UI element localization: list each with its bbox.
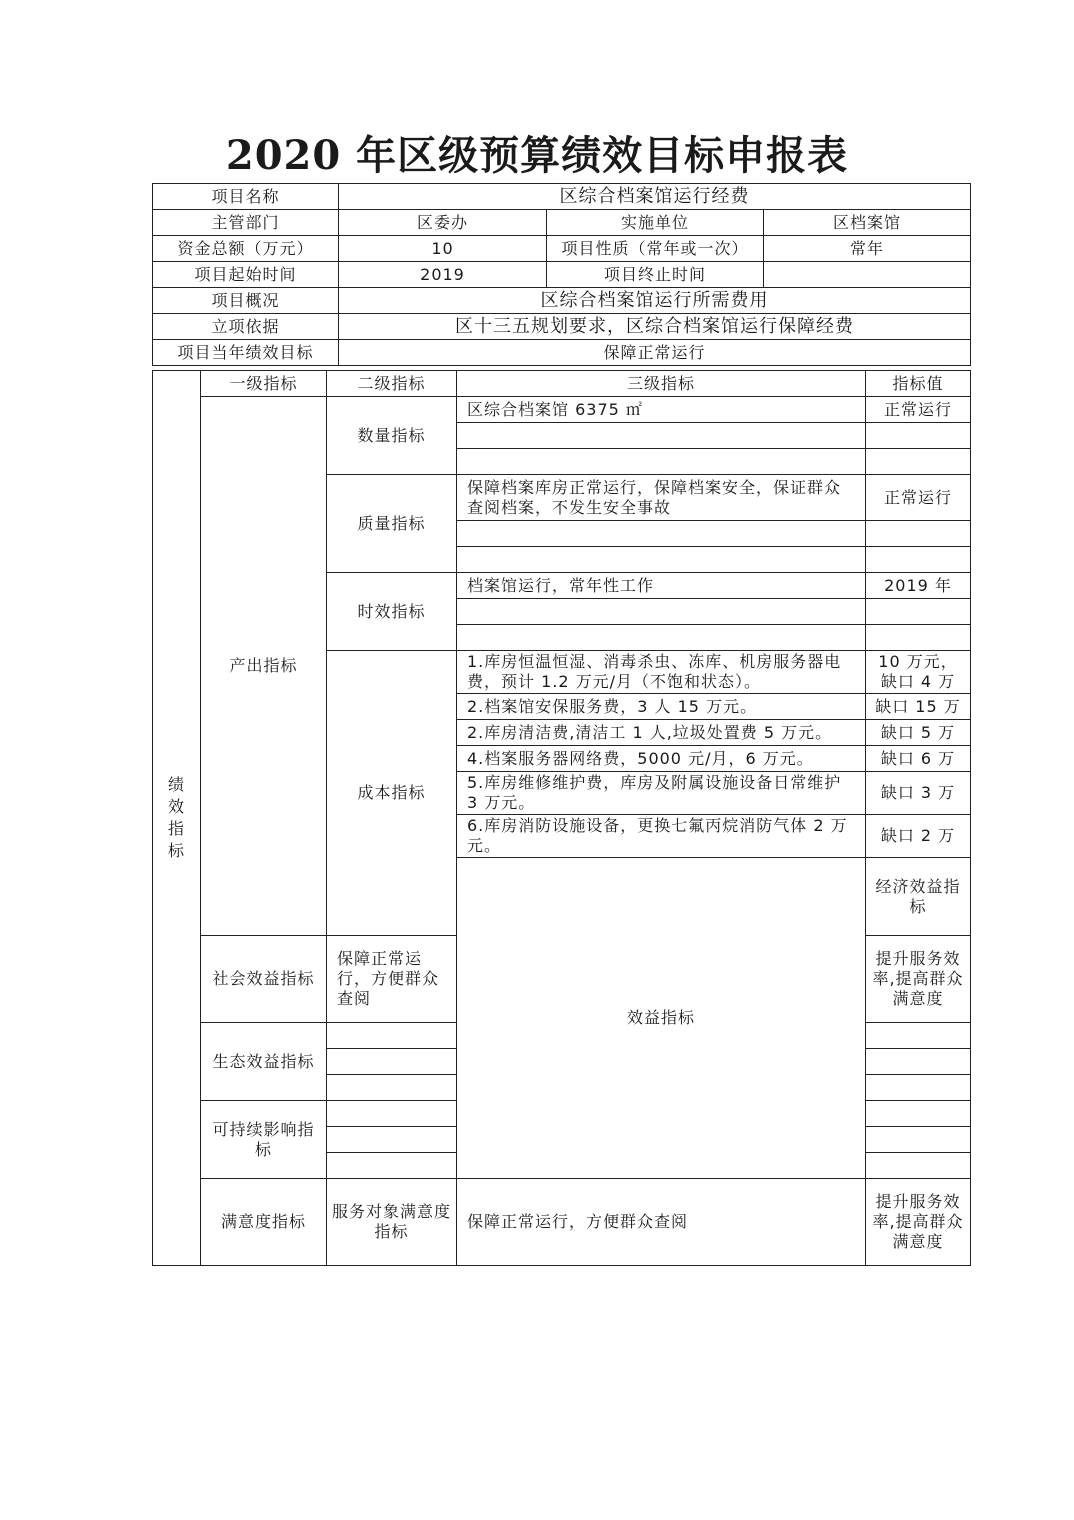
quality-label: 质量指标 <box>327 475 457 573</box>
sustainable-text-3 <box>327 1153 457 1179</box>
nature-label: 项目性质（常年或一次） <box>547 236 764 262</box>
quantity-label: 数量指标 <box>327 397 457 475</box>
ecological-text-2 <box>327 1049 457 1075</box>
goal-value: 保障正常运行 <box>339 340 971 366</box>
timeliness-text-3 <box>457 625 866 651</box>
service-satisfaction-label: 服务对象满意度指标 <box>327 1179 457 1266</box>
header-level3: 三级指标 <box>457 371 866 397</box>
benefit-label: 效益指标 <box>457 858 866 1179</box>
basis-label: 立项依据 <box>153 314 339 340</box>
timeliness-value-2 <box>866 599 971 625</box>
sustainable-value-3 <box>866 1153 971 1179</box>
timeliness-text-1: 档案馆运行，常年性工作 <box>457 573 866 599</box>
basic-info-table <box>152 183 971 366</box>
timeliness-value-1: 2019 年 <box>866 573 971 599</box>
sustainable-text-2 <box>327 1127 457 1153</box>
social-value-1: 提升服务效率,提高群众满意度 <box>866 936 971 1023</box>
quality-text-3 <box>457 547 866 573</box>
impl-label: 实施单位 <box>547 210 764 236</box>
satisfaction-label: 满意度指标 <box>201 1179 327 1266</box>
header-value: 指标值 <box>866 371 971 397</box>
quantity-text-1: 区综合档案馆 6375 ㎡ <box>457 397 866 423</box>
sustainable-value-2 <box>866 1127 971 1153</box>
output-label: 产出指标 <box>201 397 327 936</box>
timeliness-value-3 <box>866 625 971 651</box>
ecological-text-1 <box>327 1023 457 1049</box>
ecological-label: 生态效益指标 <box>201 1023 327 1101</box>
quality-value-1: 正常运行 <box>866 475 971 521</box>
perf-indicator-label: 绩效指标 <box>167 775 185 860</box>
overview-label: 项目概况 <box>153 288 339 314</box>
quantity-text-3 <box>457 449 866 475</box>
quantity-value-3 <box>866 449 971 475</box>
start-label: 项目起始时间 <box>153 262 339 288</box>
ecological-value-2 <box>866 1049 971 1075</box>
project-name-label: 项目名称 <box>153 184 339 210</box>
fund-label: 资金总额（万元） <box>153 236 339 262</box>
timeliness-text-2 <box>457 599 866 625</box>
basis-value: 区十三五规划要求，区综合档案馆运行保障经费 <box>339 314 971 340</box>
service-text-1: 保障正常运行，方便群众查阅 <box>457 1179 866 1266</box>
cost-text-3: 2.库房清洁费,清洁工 1 人,垃圾处置费 5 万元。 <box>457 720 866 746</box>
cost-value-2: 缺口 15 万 <box>866 694 971 720</box>
timeliness-label: 时效指标 <box>327 573 457 651</box>
goal-label: 项目当年绩效目标 <box>153 340 339 366</box>
ecological-value-3 <box>866 1075 971 1101</box>
dept-label: 主管部门 <box>153 210 339 236</box>
cost-value-3: 缺口 5 万 <box>866 720 971 746</box>
sustainable-text-1 <box>327 1101 457 1127</box>
nature-value: 常年 <box>764 236 971 262</box>
header-level1: 一级指标 <box>201 371 327 397</box>
quantity-value-1: 正常运行 <box>866 397 971 423</box>
service-value-1: 提升服务效率,提高群众满意度 <box>866 1179 971 1266</box>
cost-text-6: 6.库房消防设施设备，更换七氟丙烷消防气体 2 万元。 <box>457 815 866 858</box>
quality-text-1: 保障档案库房正常运行，保障档案安全，保证群众查阅档案，不发生安全事故 <box>457 475 866 521</box>
quantity-value-2 <box>866 423 971 449</box>
sustainable-value-1 <box>866 1101 971 1127</box>
ecological-value-1 <box>866 1023 971 1049</box>
impl-value: 区档案馆 <box>764 210 971 236</box>
quality-value-3 <box>866 547 971 573</box>
cost-value-1: 10 万元，缺口 4 万 <box>866 651 971 694</box>
cost-value-4: 缺口 6 万 <box>866 746 971 772</box>
end-value <box>764 262 971 288</box>
ecological-text-3 <box>327 1075 457 1101</box>
cost-value-6: 缺口 2 万 <box>866 815 971 858</box>
dept-value: 区委办 <box>339 210 547 236</box>
header-level2: 二级指标 <box>327 371 457 397</box>
indicator-table <box>152 370 971 1266</box>
cost-value-5: 缺口 3 万 <box>866 772 971 815</box>
quantity-text-2 <box>457 423 866 449</box>
overview-value: 区综合档案馆运行所需费用 <box>339 288 971 314</box>
quality-value-2 <box>866 521 971 547</box>
sustainable-label: 可持续影响指标 <box>201 1101 327 1179</box>
end-label: 项目终止时间 <box>547 262 764 288</box>
perf-indicator-cell <box>153 371 201 1266</box>
cost-text-1: 1.库房恒温恒湿、消毒杀虫、冻库、机房服务器电费，预计 1.2 万元/月（不饱和状态）。 <box>457 651 866 694</box>
economic-label: 经济效益指标 <box>866 858 971 936</box>
cost-text-5: 5.库房维修维护费，库房及附属设施设备日常维护 3 万元。 <box>457 772 866 815</box>
start-value: 2019 <box>339 262 547 288</box>
cost-text-2: 2.档案馆安保服务费，3 人 15 万元。 <box>457 694 866 720</box>
project-name-value: 区综合档案馆运行经费 <box>339 184 971 210</box>
social-label: 社会效益指标 <box>201 936 327 1023</box>
page-title: 2020 年区级预算绩效目标申报表 <box>225 132 849 179</box>
cost-label: 成本指标 <box>327 651 457 936</box>
social-text-1: 保障正常运行，方便群众查阅 <box>327 936 457 1023</box>
cost-text-4: 4.档案服务器网络费，5000 元/月，6 万元。 <box>457 746 866 772</box>
fund-value: 10 <box>339 236 547 262</box>
quality-text-2 <box>457 521 866 547</box>
